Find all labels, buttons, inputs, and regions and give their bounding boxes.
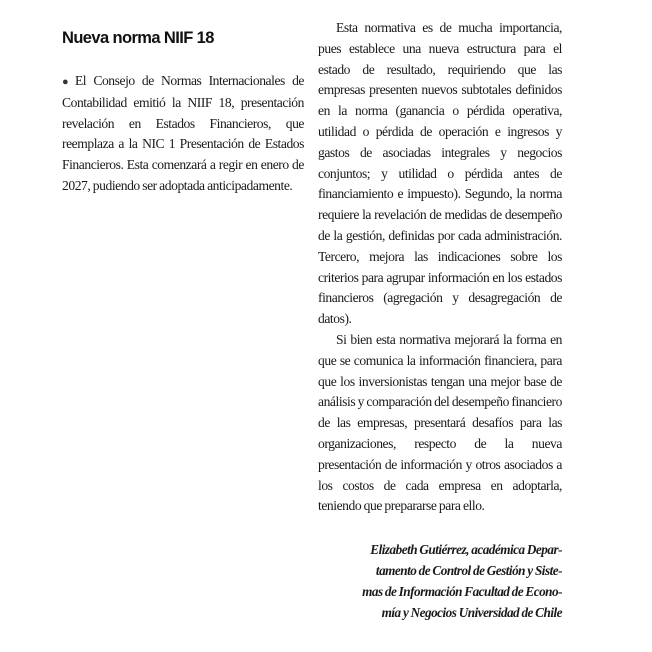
right-column	[318, 18, 562, 623]
signature-line-3: mas de Información Facultad de Econo-	[362, 584, 562, 600]
body-paragraph-2: Si bien esta normativa mejorará la forma en que se comunica la información financiera, para que los inversionistas tengan una mejor base de análisis y comparación del desempeño financiero de las empresas, presentará desafíos para las organizaciones, respecto de la nueva presentación de información y otros asociados a los costos de cada empresa en adoptarla, teniendo que prepararse para ello.	[318, 331, 562, 514]
bullet-icon: ●	[62, 76, 73, 88]
lead-text: El Consejo de Normas Internacionales de Contabilidad emitió la NIIF 18, presentación revelación en Estados Financieros, que reemplaza a la NIC 1 Presentación de Estados Financieros. Esta comenzará a regir en enero de 2027, pudiendo ser adoptada anticipadamente.	[62, 73, 304, 193]
body-paragraph-1: Esta normativa es de mucha importancia, pues establece una nueva estructura para el estado de resultado, requiriendo que las empresas presenten nuevos subtotales definidos en la norma (ganancia o pérdida operativa, utilidad o pérdida de operación e ingresos y gastos de asociadas integrales y negocios conjuntos; y utilidad o pérdida antes de financiamiento e impuesto). Segundo, la norma requiere la revelación de medidas de desempeño de la gestión, definidas por cada administración. Tercero, mejora las indicaciones sobre los criterios para agrupar información en los estados financieros (agregación y desagregación de datos).	[318, 20, 562, 327]
author-signature	[318, 539, 562, 623]
signature-line-4: mía y Negocios Universidad de Chile	[381, 605, 562, 621]
signature-line-2: tamento de Control de Gestión y Siste-	[375, 563, 562, 579]
lead-paragraph	[62, 71, 304, 197]
left-column	[62, 28, 304, 197]
article-headline: Nueva norma NIIF 18	[62, 29, 214, 47]
signature-line-1: Elizabeth Gutiérrez, académica Depar-	[370, 542, 562, 558]
